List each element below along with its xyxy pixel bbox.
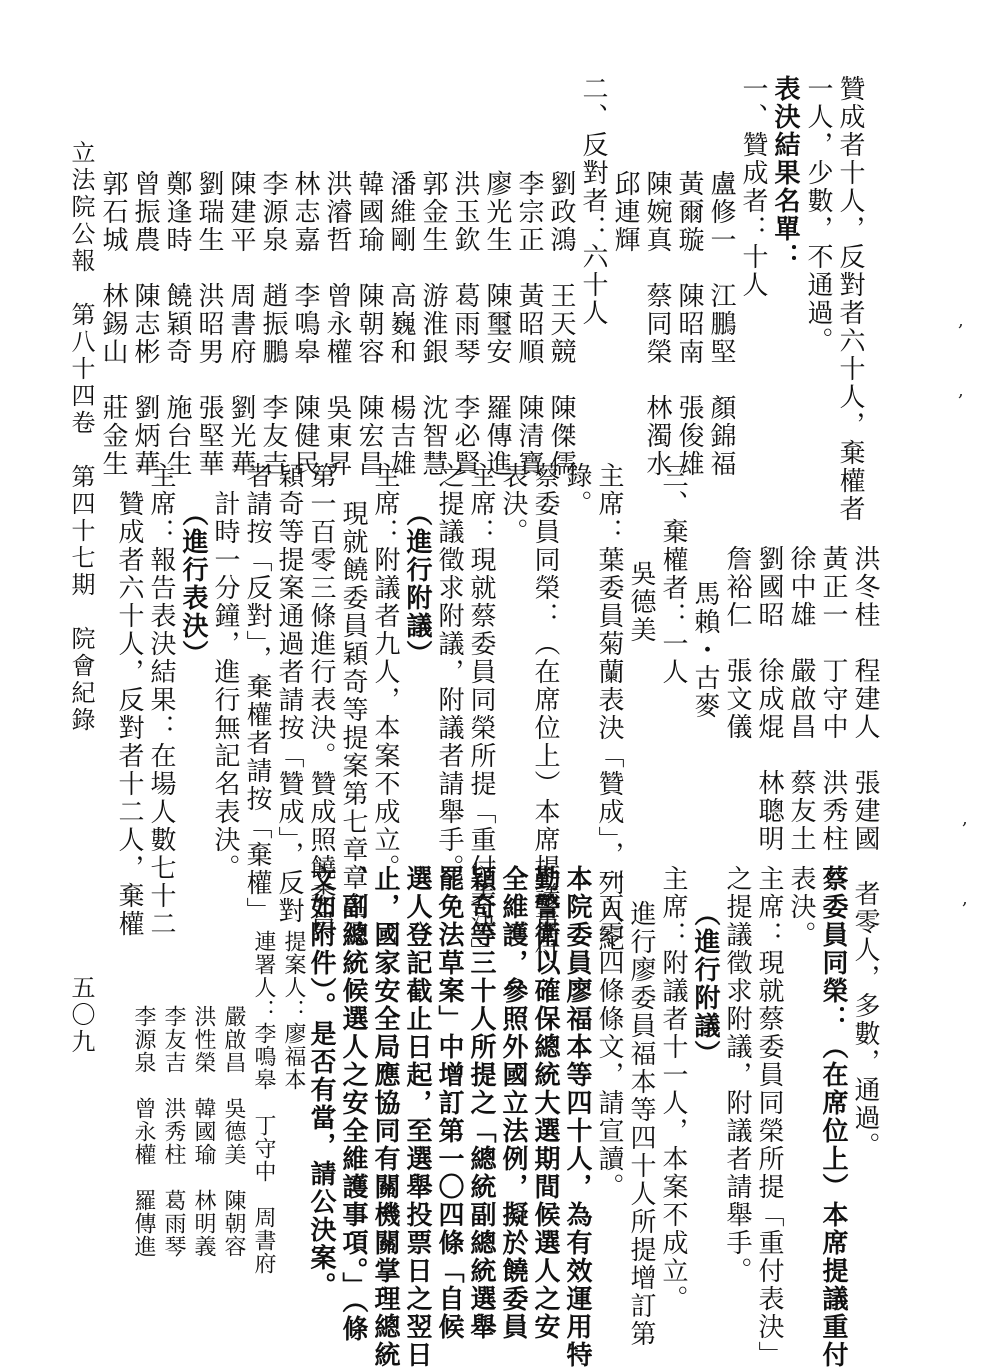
voter-names-row: 郭石城 林錫山 莊金生: [98, 170, 128, 478]
text-column: 主席：附議者九人，本案不成立。: [370, 462, 400, 882]
voter-names-row: 陳婉真 蔡同榮 林濁水: [642, 170, 672, 478]
text-column: 主席：現就蔡委員同榮所提「重付表決」: [466, 462, 496, 966]
text-column: 之提議徵求附議，附議者請舉手。: [722, 865, 752, 1285]
voter-names-row: 盧修一 江鵬堅 顏錦福: [706, 170, 736, 478]
page-number: 五〇九: [67, 975, 95, 1056]
voter-names-row: 潘維剛 高巍和 楊吉雄: [386, 170, 416, 478]
text-column: 主席：葉委員菊蘭表決「贊成」，列入紀: [594, 462, 624, 953]
cosigner-names-row: 李源泉 曾永權 羅傳進: [131, 1005, 156, 1258]
voter-names-row: 吳德美: [626, 560, 656, 644]
voter-names-row: 李源泉 趙振鵬 李友吉: [258, 170, 288, 478]
voter-names-row: 劉瑞生 洪昭男 張堅華: [194, 170, 224, 478]
text-column: 表決。: [498, 462, 528, 546]
voter-names-row: 邱連輝: [610, 170, 640, 254]
text-column: 第一百零三條進行表決。贊成照饒委員: [306, 462, 336, 938]
text-column: ，計時一分鐘，進行無記名表決。: [210, 462, 240, 882]
voter-names-row: 韓國瑜 陳朝容 陳宏昌: [354, 170, 384, 478]
proposer-line: 提案人：廖福本: [281, 930, 306, 1091]
text-column: 表決。: [786, 865, 816, 949]
result-list-heading: 表決結果名單：: [770, 75, 800, 271]
voter-names-row: 洪濬哲 曾永權 吳東昇: [322, 170, 352, 478]
proposal-text: 全維護，參照外國立法例，擬於饒委員: [498, 865, 528, 1341]
section-heading-no: 二、反對者：六十人: [578, 75, 608, 327]
voter-names-row: 林志嘉 李鳴皋 陳健民: [290, 170, 320, 478]
proposal-text: 本院委員廖福本等四十人，為有效運用特: [562, 865, 592, 1369]
voter-names-row: 黃爾璇 陳昭南 張俊雄: [674, 170, 704, 478]
proposal-text: 穎奇等三十人所提之「總統副總統選舉: [466, 865, 496, 1341]
section-heading-abstain: 三、棄權者：一人: [658, 462, 688, 686]
procedure-note: （進行附議）: [690, 900, 720, 1068]
text-column: 一百零四條條文，請宣讀。: [594, 865, 624, 1201]
text-column: ，贊成者六十人，反對者十二人，棄權: [114, 462, 144, 938]
text-column: 者請按「反對」，棄權者請按「棄權」: [242, 462, 272, 925]
voter-names-row: 李宗正 黃昭順 陳清寶: [514, 170, 544, 478]
proposal-text: 文如附件）。是否有當，請公決案。: [306, 865, 336, 1300]
voter-names-row: 詹裕仁 張文儀: [722, 545, 752, 741]
cosigner-line: 連署人：李鳴皋 丁守中 周書府: [251, 930, 276, 1275]
text-column: 主席：現就蔡委員同榮所提「重付表決」: [754, 865, 784, 1369]
text-column: 蔡委員同榮：（在席位上）本席提議重付: [530, 462, 560, 966]
text-column: 者零人，多數，通過。: [850, 880, 880, 1160]
procedure-note: （進行附議）: [402, 500, 432, 668]
voter-names-row: 劉國昭 徐成焜 林聰明: [754, 545, 784, 853]
text-column: 一人，少數，不通過。: [803, 75, 833, 355]
text-column: 蔡委員同榮：（在席位上）本席提議重付: [818, 865, 848, 1369]
voter-names-row: 劉政鴻 王天競 陳傑儒: [546, 170, 576, 478]
voter-names-row: 曾振農 陳志彬 劉炳華: [130, 170, 160, 478]
text-column: 之提議徵求附議，附議者請舉手。: [434, 462, 464, 882]
scan-mark: ,: [958, 380, 964, 401]
cosigner-names-row: 李友吉 洪秀柱 葛雨琴: [161, 1005, 186, 1258]
text-column: 現就饒委員穎奇等提案第七章章名及: [338, 500, 368, 948]
section-heading-yes: 一、贊成者：十人: [738, 75, 768, 299]
voter-names-row: 洪玉欽 葛雨琴 李必賢: [450, 170, 480, 478]
text-column: 穎奇等提案通過者請按「贊成」，反對: [274, 462, 304, 925]
text-column: 主席：報告表決結果：在場人數七十二: [146, 462, 176, 938]
proposal-text: 選人登記截止日起，至選舉投票日之翌日: [402, 865, 432, 1369]
voter-names-row: 洪冬桂 程建人 張建國: [850, 545, 880, 853]
voter-names-row: 黃正一 丁守中 洪秀柱: [818, 545, 848, 853]
voter-names-row: 馬賴・古麥: [690, 580, 720, 720]
procedure-note: （進行表決）: [178, 500, 208, 668]
proposal-text: 罷免法草案」中增訂第一〇四條「自候: [434, 865, 464, 1341]
proposal-text: 止，國家安全局應協同有關機關掌理總統: [370, 865, 400, 1369]
voter-names-row: 徐中雄 嚴啟昌 蔡友土: [786, 545, 816, 853]
scan-mark: ,: [958, 310, 964, 331]
voter-names-row: 陳建平 周書府 劉光華: [226, 170, 256, 478]
text-column: 主席：附議者十一人，本案不成立。: [658, 865, 688, 1313]
text-column: 贊成者十人，反對者六十人，棄權者: [835, 75, 865, 523]
voter-names-row: 鄭逢時 饒穎奇 施台生: [162, 170, 192, 478]
cosigner-names-row: 嚴啟昌 吳德美 陳朝容: [221, 1005, 246, 1258]
scan-mark: ,: [962, 808, 968, 829]
scan-mark: ,: [962, 888, 968, 909]
proposal-text: 、副總統候選人之安全維護事項。」（條: [338, 865, 368, 1343]
voter-names-row: 郭金生 游淮銀 沈智慧: [418, 170, 448, 478]
text-column: 錄。: [562, 462, 592, 518]
voter-names-row: 廖光生 陳璽安 羅傳進: [482, 170, 512, 478]
proposal-text: 勤警衛以確保總統大選期間候選人之安: [530, 865, 560, 1341]
text-column: 進行廖委員福本等四十人所提增訂第: [626, 900, 656, 1348]
cosigner-names-row: 洪性榮 韓國瑜 林明義: [191, 1005, 216, 1258]
journal-footer: 立法院公報 第八十四卷 第四十七期 院會紀錄: [67, 140, 95, 734]
